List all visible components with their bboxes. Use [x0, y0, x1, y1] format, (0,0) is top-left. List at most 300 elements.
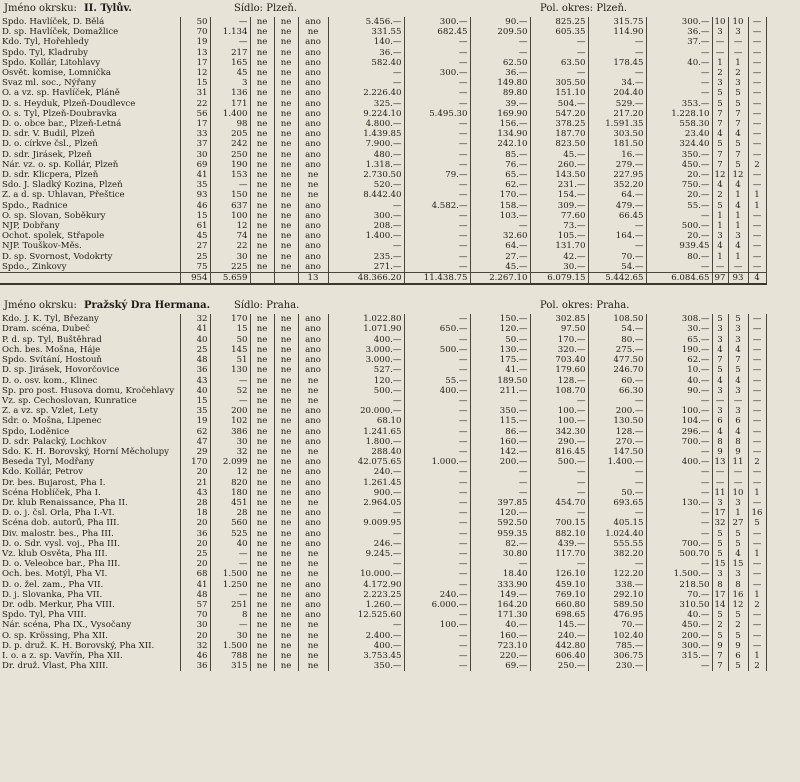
association-name-cell: O. sp. Slovan, Soběkury — [0, 211, 180, 221]
expense-b-cell: 320.— — [530, 345, 588, 355]
table-row — [0, 437, 766, 447]
income-cell: — — [328, 201, 404, 211]
expense-c-cell: 306.75 — [588, 651, 646, 661]
plays-a-cell: 8 — [728, 580, 748, 590]
attendance-cell: 217 — [210, 48, 250, 58]
attendance-cell: 136 — [210, 88, 250, 98]
plays-a-cell: 15 — [728, 559, 748, 569]
association-name-cell: Sdo. K. H. Borovský, Horní Měcholupy — [0, 447, 180, 457]
plays-a-cell: 3 — [728, 324, 748, 334]
flag-a-cell: ne — [250, 109, 274, 119]
plays-total-cell: 5 — [712, 139, 728, 149]
table-row — [0, 262, 766, 273]
table-row — [0, 48, 766, 58]
flag-b-cell: ne — [274, 129, 298, 139]
flag-c-cell: ne — [298, 661, 328, 671]
expense-c-cell: 476.95 — [588, 610, 646, 620]
members-cell: 30 — [180, 150, 210, 160]
plays-b-cell: 1 — [748, 590, 766, 600]
expense-d-cell: — — [646, 396, 712, 406]
attendance-cell: 315 — [210, 661, 250, 671]
table-row — [0, 99, 766, 109]
plays-b-cell: 5 — [748, 518, 766, 528]
expense-b-cell: — — [530, 488, 588, 498]
expense-a-cell: 30.80 — [470, 549, 530, 559]
income-cell: — — [328, 508, 404, 518]
plays-b-cell: — — [748, 37, 766, 47]
plays-b-cell: — — [748, 467, 766, 477]
members-cell: 47 — [180, 437, 210, 447]
flag-b-cell: ne — [274, 324, 298, 334]
district-section-prazsky — [0, 297, 800, 671]
members-cell: 46 — [180, 651, 210, 661]
plays-b-cell: 1 — [748, 488, 766, 498]
association-name-cell: Dr. odb. Merkur, Pha VIII. — [0, 600, 180, 610]
members-cell: 70 — [180, 610, 210, 620]
subsidy-cell: — — [404, 99, 470, 109]
subsidy-cell: — — [404, 211, 470, 221]
attendance-cell: 130 — [210, 365, 250, 375]
expense-c-cell: — — [588, 559, 646, 569]
expense-d-cell: 296.— — [646, 427, 712, 437]
members-cell: 46 — [180, 201, 210, 211]
plays-a-cell: 9 — [728, 447, 748, 457]
expense-b-cell: 42.— — [530, 252, 588, 262]
plays-a-cell: 7 — [728, 119, 748, 129]
income-cell: 12.525.60 — [328, 610, 404, 620]
plays-a-cell: 2 — [728, 620, 748, 630]
subsidy-cell: — — [404, 539, 470, 549]
expense-b-cell: 30.— — [530, 262, 588, 273]
table-row — [0, 119, 766, 129]
subsidy-cell: — — [404, 37, 470, 47]
expense-c-cell: 279.— — [588, 160, 646, 170]
plays-b-cell: — — [748, 559, 766, 569]
expense-c-cell: 315.75 — [588, 17, 646, 27]
expense-a-cell: 32.60 — [470, 231, 530, 241]
flag-a-cell: ne — [250, 37, 274, 47]
income-cell: 1.260.— — [328, 600, 404, 610]
flag-a-cell: ne — [250, 262, 274, 273]
expense-b-cell: 77.60 — [530, 211, 588, 221]
flag-a-cell: ne — [250, 580, 274, 590]
expense-d-cell: 310.50 — [646, 600, 712, 610]
expense-c-cell: 114.90 — [588, 27, 646, 37]
flag-a-cell: ne — [250, 406, 274, 416]
expense-c-cell: 382.20 — [588, 549, 646, 559]
expense-b-cell: 703.40 — [530, 355, 588, 365]
plays-total-cell: 5 — [712, 99, 728, 109]
association-name-cell: D. o. Veleobce bar., Pha III. — [0, 559, 180, 569]
flag-c-cell: ano — [298, 406, 328, 416]
subsidy-cell: — — [404, 129, 470, 139]
flag-a-cell: ne — [250, 529, 274, 539]
expense-a-cell: — — [470, 37, 530, 47]
flag-a-cell: ne — [250, 99, 274, 109]
plays-a-cell: 1 — [728, 221, 748, 231]
attendance-cell: — — [210, 376, 250, 386]
members-cell: 75 — [180, 262, 210, 273]
expense-b-cell: 100.— — [530, 406, 588, 416]
members-cell: 15 — [180, 396, 210, 406]
expense-b-cell: — — [530, 508, 588, 518]
subsidy-cell: — — [404, 406, 470, 416]
members-cell: 57 — [180, 600, 210, 610]
expense-a-cell: 170.— — [470, 190, 530, 200]
flag-c-cell: ano — [298, 427, 328, 437]
expense-c-cell: — — [588, 241, 646, 251]
members-cell: 61 — [180, 221, 210, 231]
plays-b-cell: — — [748, 211, 766, 221]
expense-d-cell: 353.— — [646, 99, 712, 109]
plays-total-cell: — — [712, 467, 728, 477]
plays-b-cell: — — [748, 139, 766, 149]
expense-c-cell: 66.45 — [588, 211, 646, 221]
flag-c-cell: ne — [298, 620, 328, 630]
expense-b-cell: 302.85 — [530, 314, 588, 324]
plays-a-cell: 3 — [728, 569, 748, 579]
flag-c-cell: ano — [298, 17, 328, 27]
table-row — [0, 569, 766, 579]
flag-b-cell: ne — [274, 620, 298, 630]
association-name-cell: Osvět. komise, Lomnička — [0, 68, 180, 78]
plays-a-cell: 7 — [728, 355, 748, 365]
district-header — [0, 297, 800, 314]
expense-d-cell: 62.— — [646, 355, 712, 365]
expense-b-cell: 154.— — [530, 190, 588, 200]
attendance-cell: 15 — [210, 324, 250, 334]
expense-a-cell: — — [470, 221, 530, 231]
plays-b-cell: — — [748, 324, 766, 334]
plays-total-cell: 1 — [712, 211, 728, 221]
association-name-cell: D. sdr. Jirásek, Plzeň — [0, 150, 180, 160]
expense-d-cell: — — [646, 211, 712, 221]
plays-b-cell: — — [748, 345, 766, 355]
income-cell: 9.009.95 — [328, 518, 404, 528]
expense-b-cell: 290.— — [530, 437, 588, 447]
table-row — [0, 160, 766, 170]
expense-d-cell: 130.— — [646, 498, 712, 508]
subsidy-cell: 1.000.— — [404, 457, 470, 467]
members-cell: 25 — [180, 345, 210, 355]
table-row — [0, 386, 766, 396]
flag-a-cell: ne — [250, 396, 274, 406]
plays-total-cell: 2 — [712, 68, 728, 78]
district-label: Jméno okrsku: — [4, 3, 77, 14]
expense-b-cell: 504.— — [530, 99, 588, 109]
subsidy-cell: 682.45 — [404, 27, 470, 37]
members-cell: 48 — [180, 355, 210, 365]
expense-d-cell: — — [646, 447, 712, 457]
attendance-cell: 560 — [210, 518, 250, 528]
association-name-cell: D. o. Sdr. vysl. voj., Pha III. — [0, 539, 180, 549]
flag-b-cell: ne — [274, 211, 298, 221]
expense-b-cell: 547.20 — [530, 109, 588, 119]
association-name-cell: Sdo. J. Sladký Kozina, Plzeň — [0, 180, 180, 190]
expense-c-cell: 70.— — [588, 252, 646, 262]
expense-d-cell: 70.— — [646, 590, 712, 600]
plays-total-cell: 7 — [712, 661, 728, 671]
table-row — [0, 580, 766, 590]
income-cell: 20.000.— — [328, 406, 404, 416]
plays-a-cell: 5 — [728, 160, 748, 170]
flag-a-cell: ne — [250, 508, 274, 518]
table-row — [0, 129, 766, 139]
flag-b-cell — [274, 273, 298, 285]
expense-b-cell: 108.70 — [530, 386, 588, 396]
association-name-cell: Scéna Hoblíček, Pha I. — [0, 488, 180, 498]
flag-b-cell: ne — [274, 447, 298, 457]
flag-b-cell: ne — [274, 396, 298, 406]
attendance-cell: — — [210, 17, 250, 27]
flag-c-cell: ano — [298, 355, 328, 365]
plays-total-cell: 4 — [712, 180, 728, 190]
plays-a-cell: 4 — [728, 376, 748, 386]
association-name-cell: D. o. j. čsl. Orla, Pha I.-VI. — [0, 508, 180, 518]
attendance-cell: — — [210, 590, 250, 600]
table-row — [0, 427, 766, 437]
plays-a-cell: — — [728, 37, 748, 47]
plays-total-cell: 7 — [712, 651, 728, 661]
subsidy-cell: — — [404, 160, 470, 170]
income-cell: 1.071.90 — [328, 324, 404, 334]
plays-b-cell: — — [748, 386, 766, 396]
plays-a-cell: 8 — [728, 437, 748, 447]
expense-a-cell: — — [470, 396, 530, 406]
table-row — [0, 641, 766, 651]
association-name-cell: Dr. druž. Vlast, Pha XIII. — [0, 661, 180, 671]
plays-a-cell: 5 — [728, 529, 748, 539]
flag-b-cell: ne — [274, 508, 298, 518]
expense-c-cell: 66.30 — [588, 386, 646, 396]
expense-a-cell: 959.35 — [470, 529, 530, 539]
flag-a-cell: ne — [250, 416, 274, 426]
plays-total-cell: 5 — [712, 314, 728, 324]
flag-c-cell: ano — [298, 150, 328, 160]
plays-b-cell: — — [748, 231, 766, 241]
attendance-cell: — — [210, 396, 250, 406]
income-cell: 5.456.— — [328, 17, 404, 27]
income-cell: 10.000.— — [328, 569, 404, 579]
association-name-cell: Svaz ml. soc., Nýřany — [0, 78, 180, 88]
expense-d-cell: — — [646, 68, 712, 78]
table-row — [0, 335, 766, 345]
expense-c-cell: — — [588, 478, 646, 488]
expense-b-cell: — — [530, 478, 588, 488]
plays-a-cell: 4 — [728, 180, 748, 190]
association-name-cell: Spdo. Tyl, Kladruby — [0, 48, 180, 58]
plays-total-cell: — — [712, 37, 728, 47]
association-name-cell: Kdo. Tyl, Hořehledy — [0, 37, 180, 47]
attendance-cell: 451 — [210, 498, 250, 508]
expense-a-cell: 62.50 — [470, 58, 530, 68]
expense-b-cell: 45.— — [530, 150, 588, 160]
plays-total-cell: — — [712, 478, 728, 488]
plays-b-cell: — — [748, 180, 766, 190]
association-name-cell: D. o. obce bar., Plzeň-Letná — [0, 119, 180, 129]
expense-b-cell: 305.50 — [530, 78, 588, 88]
expense-b-cell: 231.— — [530, 180, 588, 190]
plays-total-cell: 2 — [712, 190, 728, 200]
expense-a-cell: 18.40 — [470, 569, 530, 579]
association-name-cell: Z. a d. sp. Úhlavan, Přeštice — [0, 190, 180, 200]
income-cell: 400.— — [328, 641, 404, 651]
expense-d-cell: 750.— — [646, 180, 712, 190]
association-name-cell: Och. bes. Mošna, Háje — [0, 345, 180, 355]
expense-a-cell: 189.50 — [470, 376, 530, 386]
flag-c-cell: ano — [298, 590, 328, 600]
members-cell: 27 — [180, 241, 210, 251]
plays-total-cell: 4 — [712, 129, 728, 139]
association-name-cell: I. o. a z. sp. Vavřín, Pha XII. — [0, 651, 180, 661]
income-cell: 331.55 — [328, 27, 404, 37]
expense-c-cell: 54.— — [588, 324, 646, 334]
plays-a-cell: 5 — [728, 314, 748, 324]
total-row — [0, 273, 766, 285]
plays-a-cell: 4 — [728, 201, 748, 211]
expense-d-cell: 37.— — [646, 37, 712, 47]
expense-d-cell: — — [646, 529, 712, 539]
plays-total-cell: 6 — [712, 416, 728, 426]
members-cell: 13 — [180, 48, 210, 58]
expense-b-cell: 143.50 — [530, 170, 588, 180]
flag-c-cell: ano — [298, 324, 328, 334]
expense-d-cell: 20.— — [646, 231, 712, 241]
flag-c-cell: ne — [298, 396, 328, 406]
flag-c-cell: ano — [298, 539, 328, 549]
expense-c-cell: 589.50 — [588, 600, 646, 610]
plays-a-cell: 9 — [728, 641, 748, 651]
expense-c-cell: 34.— — [588, 78, 646, 88]
plays-b-cell: 2 — [748, 160, 766, 170]
flag-c-cell: ano — [298, 508, 328, 518]
flag-b-cell: ne — [274, 498, 298, 508]
association-name-cell: Nár. scéna, Pha IX., Vysočany — [0, 620, 180, 630]
expense-c-cell: 227.95 — [588, 170, 646, 180]
table-row — [0, 324, 766, 334]
flag-b-cell: ne — [274, 201, 298, 211]
attendance-cell: 1.500 — [210, 569, 250, 579]
attendance-cell: 145 — [210, 345, 250, 355]
flag-a-cell: ne — [250, 335, 274, 345]
expense-d-cell: 400.— — [646, 457, 712, 467]
flag-c-cell: ne — [298, 651, 328, 661]
table-row — [0, 37, 766, 47]
expense-a-cell: 149.80 — [470, 78, 530, 88]
expense-b-cell: 769.10 — [530, 590, 588, 600]
association-name-cell: Beseda Tyl, Modřany — [0, 457, 180, 467]
attendance-cell: 12 — [210, 467, 250, 477]
expense-c-cell: 80.— — [588, 335, 646, 345]
table-row — [0, 549, 766, 559]
expense-d-cell: 20.— — [646, 190, 712, 200]
expense-c-cell: — — [588, 396, 646, 406]
members-cell: 25 — [180, 549, 210, 559]
income-cell: — — [328, 78, 404, 88]
flag-c-cell: ano — [298, 457, 328, 467]
expense-b-cell: 823.50 — [530, 139, 588, 149]
expense-a-cell: 50.— — [470, 335, 530, 345]
expense-d-cell: 324.40 — [646, 139, 712, 149]
flag-c-cell: ne — [298, 569, 328, 579]
flag-a-cell: ne — [250, 48, 274, 58]
income-cell: — — [328, 396, 404, 406]
flag-a-cell: ne — [250, 180, 274, 190]
subsidy-cell: 5.495.30 — [404, 109, 470, 119]
flag-b-cell: ne — [274, 427, 298, 437]
expense-c-cell: — — [588, 37, 646, 47]
attendance-cell: 170 — [210, 314, 250, 324]
subsidy-cell: — — [404, 221, 470, 231]
members-cell: 19 — [180, 416, 210, 426]
district-table — [0, 314, 767, 671]
expense-b-cell: 825.25 — [530, 17, 588, 27]
plays-b-cell: — — [748, 631, 766, 641]
flag-a-cell: ne — [250, 620, 274, 630]
expense-a-cell: — — [470, 559, 530, 569]
attendance-cell: 165 — [210, 58, 250, 68]
members-cell: 36 — [180, 529, 210, 539]
expense-d-cell: 1.228.10 — [646, 109, 712, 119]
flag-c-cell: ne — [298, 27, 328, 37]
members-cell: 25 — [180, 252, 210, 262]
attendance-cell: — — [210, 549, 250, 559]
expense-a-cell: 45.— — [470, 262, 530, 273]
flag-b-cell: ne — [274, 99, 298, 109]
association-name-cell: Kdo. J. K. Tyl, Březany — [0, 314, 180, 324]
association-name-cell: Ochot. spolek, Střapole — [0, 231, 180, 241]
subsidy-cell: — — [404, 478, 470, 488]
association-name-cell: Div. malostr. bes., Pha III. — [0, 529, 180, 539]
attendance-cell: 205 — [210, 129, 250, 139]
expense-a-cell: 209.50 — [470, 27, 530, 37]
flag-a-cell: ne — [250, 437, 274, 447]
table-row — [0, 478, 766, 488]
expense-b-cell: 660.80 — [530, 600, 588, 610]
plays-total-cell: 9 — [712, 641, 728, 651]
plays-a-cell: 27 — [728, 518, 748, 528]
expense-a-cell: 160.— — [470, 631, 530, 641]
members-cell: 20 — [180, 539, 210, 549]
income-cell: 1.241.65 — [328, 427, 404, 437]
members-cell: 170 — [180, 457, 210, 467]
attendance-cell: — — [210, 559, 250, 569]
attendance-cell: 32 — [210, 447, 250, 457]
flag-c-cell: ne — [298, 170, 328, 180]
expense-a-cell: 120.— — [470, 508, 530, 518]
plays-a-cell: 11 — [728, 457, 748, 467]
expense-b-cell: — — [530, 559, 588, 569]
plays-total-cell: 9 — [712, 447, 728, 457]
attendance-cell: 1.400 — [210, 109, 250, 119]
plays-total-cell: 3 — [712, 335, 728, 345]
plays-total-cell: 13 — [712, 457, 728, 467]
plays-a-cell: 4 — [728, 129, 748, 139]
plays-total-cell: 7 — [712, 160, 728, 170]
table-row — [0, 88, 766, 98]
flag-c-cell: ne — [298, 641, 328, 651]
expense-d-cell: 218.50 — [646, 580, 712, 590]
subsidy-cell: 100.— — [404, 620, 470, 630]
expense-b-cell: 700.15 — [530, 518, 588, 528]
subsidy-cell: 11.438.75 — [404, 273, 470, 285]
expense-c-cell: 529.— — [588, 99, 646, 109]
income-cell: — — [328, 529, 404, 539]
expense-b-cell: 500.— — [530, 457, 588, 467]
expense-a-cell: 142.— — [470, 447, 530, 457]
flag-c-cell: ne — [298, 498, 328, 508]
expense-a-cell: 333.90 — [470, 580, 530, 590]
